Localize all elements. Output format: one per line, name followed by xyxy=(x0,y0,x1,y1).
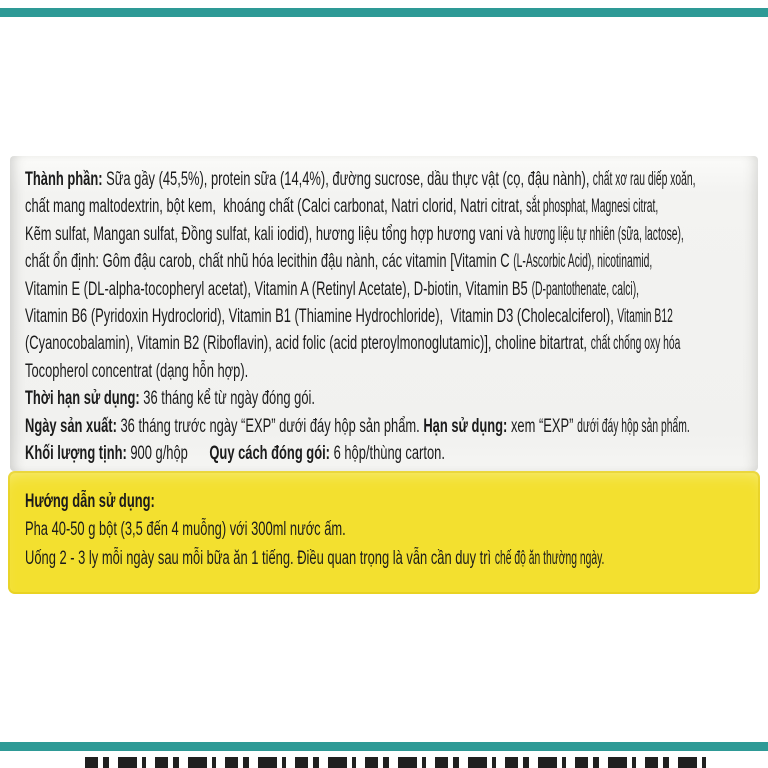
text-line xyxy=(25,221,723,248)
text-segment: Khối lượng tịnh: xyxy=(25,442,131,464)
text-segment: sắt phosphat, Magnesi citrat, xyxy=(526,196,659,218)
text-segment: 6 hộp/thùng carton. xyxy=(333,442,445,464)
text-line xyxy=(25,413,723,440)
text-line xyxy=(25,516,525,544)
text-segment: chất mang maltodextrin, bột kem, khoáng chất (Calci carbonat, Natri clorid, Natri citrat, xyxy=(25,196,527,218)
text-segment: chất chống oxy hóa xyxy=(590,333,681,355)
text-segment: Thành phần: xyxy=(25,169,107,190)
text-segment: chế độ ăn thường ngày. xyxy=(494,547,605,569)
text-line xyxy=(25,385,723,412)
teal-strip-top xyxy=(0,8,768,17)
text-line xyxy=(25,248,723,275)
text-segment: xem “EXP” xyxy=(510,415,577,437)
barcode-strip xyxy=(85,757,715,768)
text-line xyxy=(25,330,723,357)
text-segment: (Cyanocobalamin), Vitamin B2 (Riboflavin), acid folic (acid pteroylmonoglutamic)], choline bitartrat, xyxy=(25,333,591,355)
text-segment: Hạn sử dụng: xyxy=(423,415,511,437)
text-line xyxy=(25,488,525,516)
text-segment: 900 g/hộp xyxy=(130,442,210,464)
text-line xyxy=(25,193,723,220)
text-segment: chất ổn định: Gôm đậu carob, chất nhũ hóa lecithin đậu nành, các vitamin [Vitamin C xyxy=(25,251,514,273)
text-segment: Uống 2 - 3 ly mỗi ngày sau mỗi bữa ăn 1 tiếng. Điều quan trọng là vẫn cần duy trì xyxy=(25,547,495,569)
text-segment: (D-pantothenate, calci), xyxy=(531,278,639,300)
text-segment: Sữa gầy (45,5%), protein sữa (14,4%), đường sucrose, dầu thực vật (cọ, đậu nành), xyxy=(106,169,594,190)
text-segment: Kẽm sulfat, Mangan sulfat, Đồng sulfat, kali iodid), hương liệu tổng hợp hương vani và xyxy=(25,223,524,245)
text-segment: 36 tháng kể từ ngày đóng gói. xyxy=(143,388,316,410)
text-segment: Quy cách đóng gói: xyxy=(209,442,334,464)
text-segment: chất xơ rau diếp xoăn, xyxy=(593,169,696,190)
text-segment: 36 tháng trước ngày “EXP” dưới đáy hộp sản phẩm. xyxy=(120,415,424,437)
text-line xyxy=(25,276,723,303)
text-segment: Vitamin E (DL-alpha-tocopheryl acetat), Vitamin A (Retinyl Acetate), D-biotin, Vitamin B5 xyxy=(25,278,532,300)
text-line xyxy=(25,303,723,330)
text-line xyxy=(25,358,723,385)
text-line xyxy=(25,440,723,467)
text-segment: (L-Ascorbic Acid), nicotinamid, xyxy=(513,251,653,273)
text-segment: dưới đáy hộp sản phẩm. xyxy=(576,415,690,437)
teal-strip-bottom xyxy=(0,742,768,751)
ingredients-text xyxy=(25,166,768,467)
text-segment: Vitamin B6 (Pyridoxin Hydroclorid), Vitamin B1 (Thiamine Hydrochloride), Vitamin D3 (Cholecalciferol), xyxy=(25,305,618,327)
text-segment: Vitamin B12 xyxy=(617,305,673,327)
text-segment: Ngày sản xuất: xyxy=(25,415,121,437)
text-segment: Tocopherol concentrat (dạng hỗn hợp). xyxy=(25,360,249,382)
text-segment: Pha 40-50 g bột (3,5 đến 4 muỗng) với 300ml nước ấm. xyxy=(25,519,346,541)
text-segment: Hướng dẫn sử dụng: xyxy=(25,491,155,512)
text-line xyxy=(25,166,723,193)
text-segment: Thời hạn sử dụng: xyxy=(25,388,144,410)
usage-instructions-text xyxy=(8,471,760,573)
usage-instructions-band xyxy=(8,471,760,594)
text-line xyxy=(25,545,605,573)
text-segment: hương liệu tự nhiên (sữa, lactose), xyxy=(523,223,684,245)
